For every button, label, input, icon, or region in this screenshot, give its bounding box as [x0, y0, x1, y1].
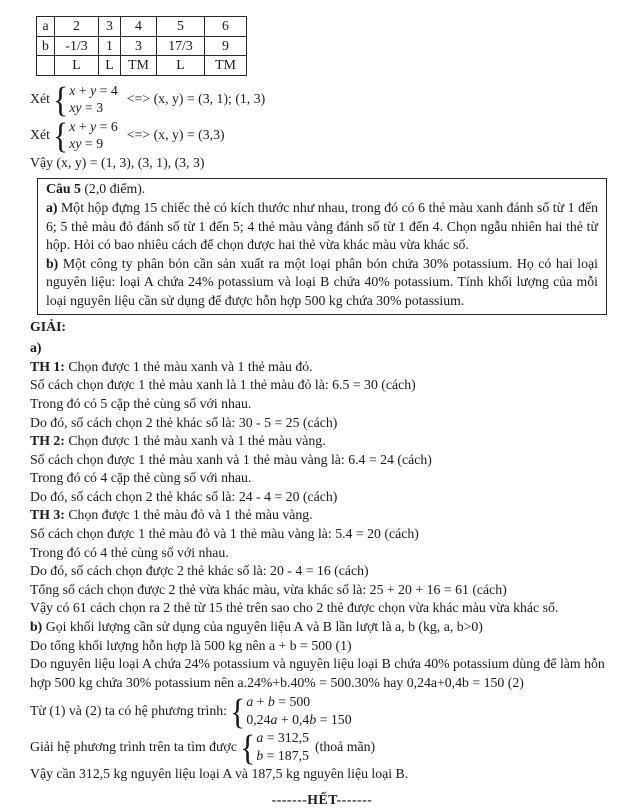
equation: a = 312,5: [256, 730, 309, 746]
table-cell: -1/3: [55, 36, 99, 56]
part-b-text: Một công ty phân bón cần sản xuất ra một loại phân bón chứa 30% potassium. Họ có hai loại nguyên liệu: loại A chứa 24% potassium và loại B chứa 40% potassium. Tính khối lượng của mỗi loại nguyên liệu cần sử dụng để được hỗn hợp 500 kg chứa 30% potassium.: [46, 255, 598, 308]
equation: xy = 9: [69, 136, 104, 152]
part-a-text: Một hộp đựng 15 chiếc thẻ có kích thước như nhau, trong đó có 6 thẻ màu xanh đánh số từ 1 đến 6; 5 thẻ màu đỏ đánh số từ 1 đến 5; 4 thẻ màu vàng đánh số từ 1 đến 4. Chọn ngẫu nhiên hai thẻ từ hộp. Hỏi có bao nhiêu cách để chọn được hai thẻ vừa khác màu vừa khác số.: [46, 199, 598, 253]
solution-line: TH 1: Chọn được 1 thẻ màu xanh và 1 thẻ màu đỏ.: [30, 358, 313, 374]
solution-part-a-label: a): [30, 340, 42, 356]
solution-line: Vậy cần 312,5 kg nguyên liệu loại A và 187,5 kg nguyên liệu loại B.: [30, 766, 409, 782]
system-label: Xét: [30, 90, 50, 106]
solution-line: TH 2: Chọn được 1 thẻ màu xanh và 1 thẻ màu vàng.: [30, 433, 326, 449]
xy-conclusion: Vậy (x, y) = (1, 3), (3, 1), (3, 3): [30, 154, 205, 170]
equation-system: Giải hệ phương trình trên ta tìm được { a = 312,5 b = 187,5 (thoả mãn): [30, 726, 376, 768]
table-cell: 5: [157, 17, 205, 37]
equation: 0,24a + 0,4b = 150: [246, 711, 352, 727]
solution-section: [30, 318, 614, 784]
equation: xy = 3: [69, 100, 104, 116]
solution-line: Trong đó có 4 cặp thẻ cùng số với nhau.: [30, 470, 252, 486]
solution-line: Số cách chọn được 1 thẻ màu xanh và 1 thẻ màu vàng là: 6.4 = 24 (cách): [30, 451, 432, 467]
values-table: [36, 16, 247, 76]
solution-lines: [30, 358, 614, 784]
solution-line: Do nguyên liệu loại A chứa 24% potassium và nguyên liệu loại B chứa 40% potassium dùng để làm hỗn hợp 500 kg chứa 30% potassium nên a.24%+b.40% = 500.30% hay 0,24a+0,4b = 150 (2): [30, 656, 605, 690]
system-result: <=> (x, y) = (3,3): [126, 126, 225, 142]
table-row: [37, 56, 247, 76]
solution-line: Trong đó có 4 thẻ cùng số với nhau.: [30, 544, 229, 560]
table-cell: L: [157, 56, 205, 76]
solution-line: b) Gọi khối lượng cần sử dụng của nguyên liệu A và B lần lượt là a, b (kg, a, b>0): [30, 619, 483, 635]
solution-line: Số cách chọn được 1 thẻ màu xanh là 1 thẻ màu đỏ là: 6.5 = 30 (cách): [30, 377, 416, 393]
solution-heading: GIẢI:: [30, 318, 67, 334]
part-a-label: a): [46, 199, 58, 215]
end-marker: -------HẾT-------: [271, 792, 373, 807]
system-equations: [69, 82, 118, 117]
table-cell: a: [37, 17, 55, 37]
solution-line: Do đó, số cách chọn 2 thẻ khác số là: 30 - 5 = 25 (cách): [30, 414, 338, 430]
table-cell: 9: [205, 36, 247, 56]
table-cell: 17/3: [157, 36, 205, 56]
table-cell: 4: [121, 17, 157, 37]
equation: x + y = 4: [69, 82, 118, 98]
solution-line: Do đó, số cách chọn được 2 thẻ khác số là: 20 - 4 = 16 (cách): [30, 563, 369, 579]
part-b-label: b): [46, 255, 59, 271]
table-row: [37, 36, 247, 56]
problem-part-b: [46, 255, 598, 311]
solution-line: Tổng số cách chọn được 2 thẻ vừa khác màu, vừa khác số là: 25 + 20 + 16 = 61 (cách): [30, 581, 507, 597]
problem-points: (2,0 điểm).: [80, 181, 146, 197]
problem-box: [37, 178, 607, 314]
table-cell: TM: [205, 56, 247, 76]
brace-icon: {: [52, 115, 69, 156]
solution-line: Vậy có 61 cách chọn ra 2 thẻ từ 15 thẻ trên sao cho 2 thẻ được chọn vừa khác màu vừa khác số.: [30, 600, 559, 616]
systems-section: [30, 79, 614, 173]
problem-part-a: [46, 199, 598, 255]
solution-line: Số cách chọn được 1 thẻ màu đỏ và 1 thẻ màu vàng là: 5.4 = 20 (cách): [30, 526, 419, 542]
table-cell: 1: [99, 36, 121, 56]
table-row: [37, 17, 247, 37]
brace-icon: {: [229, 690, 246, 732]
brace-icon: {: [239, 726, 256, 768]
table-cell: 3: [121, 36, 157, 56]
table-cell: 2: [55, 17, 99, 37]
solution-line: Do tổng khối lượng hỗn hợp là 500 kg nên a + b = 500 (1): [30, 637, 352, 653]
system-label: Xét: [30, 126, 50, 142]
problem-title: [46, 180, 598, 199]
table-cell: L: [99, 56, 121, 76]
brace-icon: {: [52, 79, 69, 120]
table-cell: b: [37, 36, 55, 56]
solution-line: TH 3: Chọn được 1 thẻ màu đỏ và 1 thẻ màu vàng.: [30, 507, 313, 523]
equation-system-2: [30, 115, 614, 156]
equation-system-1: [30, 79, 614, 120]
table-cell: 3: [99, 17, 121, 37]
table-cell: [37, 56, 55, 76]
equation: x + y = 6: [69, 118, 118, 134]
equation-system: Từ (1) và (2) ta có hệ phương trình: { a + b = 500 0,24a + 0,4b = 150: [30, 690, 352, 732]
system-result: <=> (x, y) = (3, 1); (1, 3): [126, 90, 266, 106]
table-cell: 6: [205, 17, 247, 37]
system-equations: [69, 118, 118, 153]
equation: a + b = 500: [246, 694, 311, 710]
table-cell: TM: [121, 56, 157, 76]
table-cell: L: [55, 56, 99, 76]
solution-line: Trong đó có 5 cặp thẻ cùng số với nhau.: [30, 395, 252, 411]
problem-number: Câu 5: [46, 181, 81, 197]
equation: b = 187,5: [256, 747, 309, 763]
solution-line: Do đó, số cách chọn 2 thẻ khác số là: 24 - 4 = 20 (cách): [30, 488, 338, 504]
